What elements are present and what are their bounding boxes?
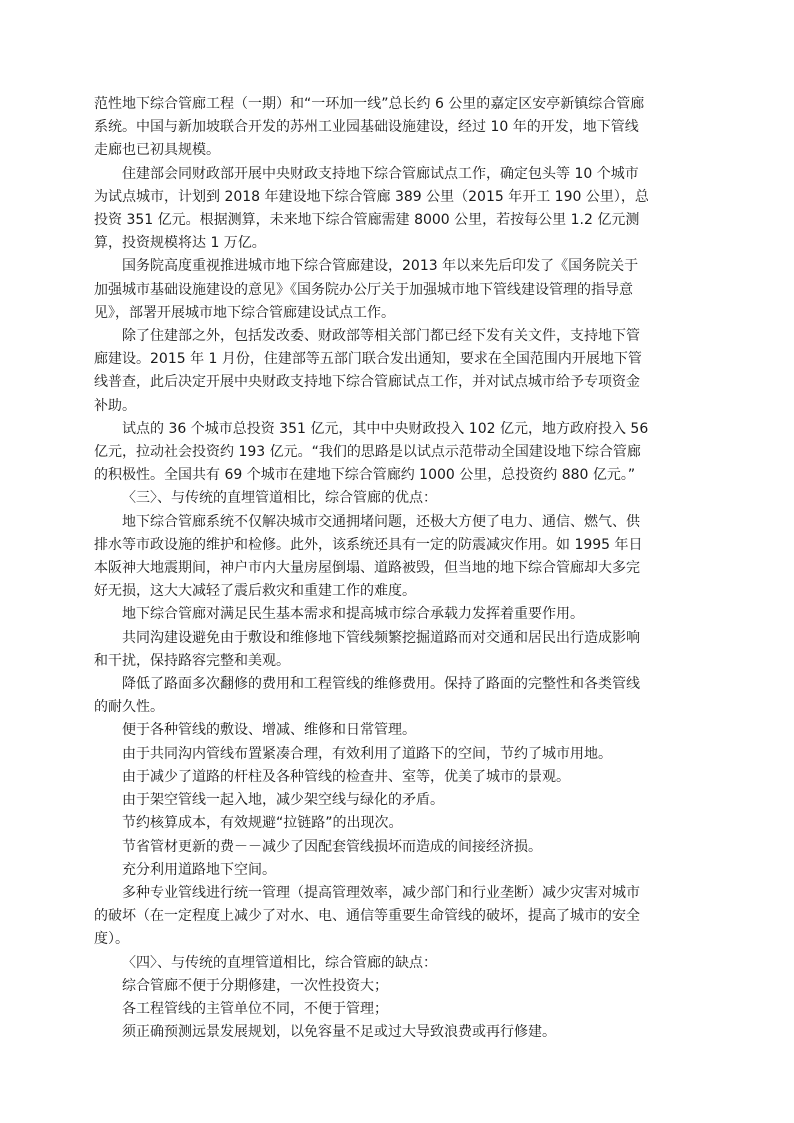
section-heading: 〈四〉、与传统的直埋管道相比，综合管廊的缺点： — [122, 954, 437, 971]
paragraph: 节省管材更新的费－－减少了因配套管线损坏而造成的间接经济损。 — [122, 838, 542, 855]
paragraph: 国务院高度重视推进城市地下综合管廊建设，2013 年以来先后印发了《国务院关于加强城市基础设施建设的意见》《国务院办公厅关于加强城市地下管线建设管理的指导意见》，部署开展城市地下综合管廊建设试点工作。 — [94, 258, 639, 321]
paragraph: 地下综合管廊对满足民生基本需求和提高城市综合承载力发挥着重要作用。 — [122, 606, 584, 623]
document-body — [94, 93, 652, 1044]
paragraph: 降低了路面多次翻修的费用和工程管线的维修费用。保持了路面的完整性和各类管线的耐久性。 — [94, 676, 640, 716]
paragraph: 范性地下综合管廊工程（一期）和“一环加一线”总长约 6 公里的嘉定区安亭新镇综合管廊系统。中国与新加坡联合开发的苏州工业园基础设施建设，经过 10 年的开发，地下管线走廊也已初具规模。 — [94, 96, 645, 159]
paragraph: 综合管廊不便于分期修建，一次性投资大； — [122, 977, 388, 994]
section-heading: 〈三〉、与传统的直埋管道相比，综合管廊的优点： — [122, 490, 437, 507]
paragraph: 充分利用道路地下空间。 — [122, 861, 276, 878]
paragraph: 由于架空管线一起入地，减少架空线与绿化的矛盾。 — [122, 792, 444, 809]
paragraph: 各工程管线的主管单位不同，不便于管理； — [122, 1000, 388, 1017]
paragraph: 试点的 36 个城市总投资 351 亿元，其中中央财政投入 102 亿元，地方政府投入 56 亿元，拉动社会投资约 193 亿元。“我们的思路是以试点示范带动全国建设地下综合管廊的积极性。全国共有 69 个城市在建地下综合管廊约 1000 公里，总投资约 880 亿元。” — [94, 420, 649, 484]
paragraph: 须正确预测远景发展规划，以免容量不足或过大导致浪费或再行修建。 — [122, 1024, 556, 1041]
paragraph: 住建部会同财政部开展中央财政支持地下综合管廊试点工作，确定包头等 10 个城市为试点城市，计划到 2018 年建设地下综合管廊 389 公里（2015 年开工 190 公里），总投资 351 亿元。根据测算，未来地下综合管廊需建 8000 公里，若按每公里 1.2 亿元测算，投资规模将达 1 万亿。 — [94, 165, 649, 252]
paragraph: 多种专业管线进行统一管理（提高管理效率，减少部门和行业垄断）减少灾害对城市的破坏（在一定程度上减少了对水、电、通信等重要生命管线的破坏，提高了城市的安全度）。 — [94, 884, 640, 948]
paragraph: 由于减少了道路的杆柱及各种管线的检查井、室等，优美了城市的景观。 — [122, 768, 570, 785]
paragraph: 地下综合管廊系统不仅解决城市交通拥堵问题，还极大方便了电力、通信、燃气、供排水等市政设施的维护和检修。此外，该系统还具有一定的防震减灾作用。如 1995 年日本阪神大地震期间，神户市内大量房屋倒塌、道路被毁，但当地的地下综合管廊却大多完好无损，这大大减轻了震后救灾和重建工作的难度。 — [94, 513, 643, 600]
paragraph: 便于各种管线的敷设、增减、维修和日常管理。 — [122, 722, 416, 739]
paragraph: 节约核算成本，有效规避“拉链路”的出现次。 — [122, 815, 403, 832]
paragraph: 共同沟建设避免由于敷设和维修地下管线频繁挖掘道路而对交通和居民出行造成影响和干扰，保持路容完整和美观。 — [94, 629, 640, 669]
paragraph: 除了住建部之外，包括发改委、财政部等相关部门都已经下发有关文件，支持地下管廊建设。2015 年 1 月份，住建部等五部门联合发出通知，要求在全国范围内开展地下管线普查，此后决定开展中央财政支持地下综合管廊试点工作，并对试点城市给予专项资金补助。 — [94, 328, 642, 414]
paragraph: 由于共同沟内管线布置紧凑合理，有效利用了道路下的空间，节约了城市用地。 — [122, 745, 612, 762]
